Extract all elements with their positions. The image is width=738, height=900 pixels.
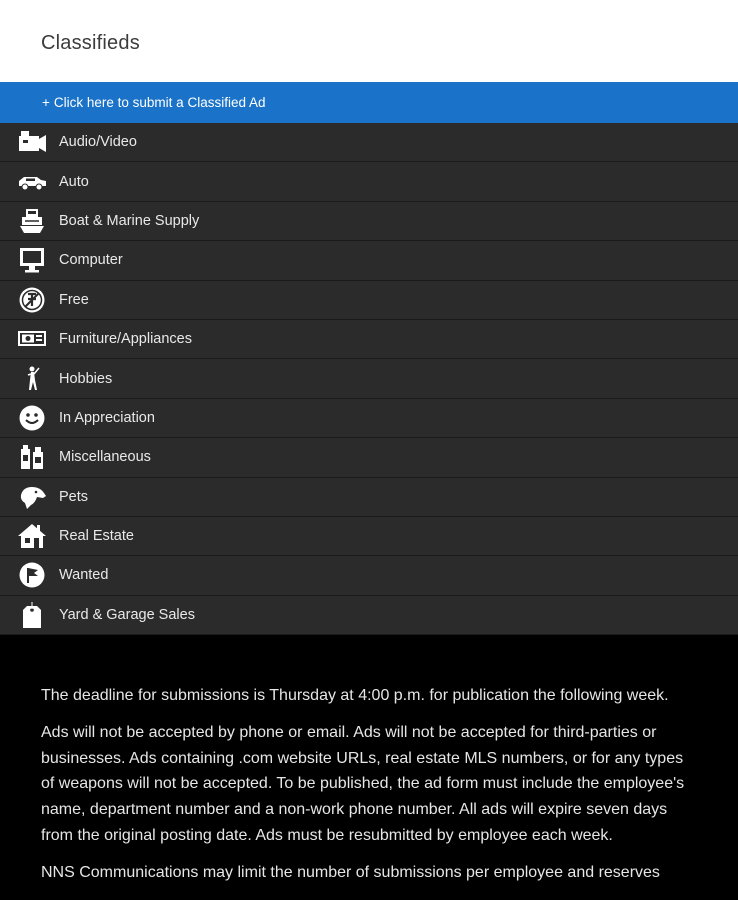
price-tag-icon xyxy=(16,600,48,630)
category-label: Hobbies xyxy=(59,370,113,387)
flag-icon xyxy=(16,560,48,590)
category-label: Audio/Video xyxy=(59,134,137,151)
car-icon xyxy=(16,167,48,197)
dog-icon xyxy=(16,482,48,512)
category-label: Free xyxy=(59,291,89,308)
submit-classified-ad-button[interactable] xyxy=(0,82,738,123)
page-title: Classifieds xyxy=(41,32,140,54)
category-label: Furniture/Appliances xyxy=(59,331,192,348)
category-item-furniture-appliances[interactable] xyxy=(0,320,738,359)
computer-monitor-icon xyxy=(16,245,48,275)
category-item-auto[interactable] xyxy=(0,162,738,201)
category-label: In Appreciation xyxy=(59,409,155,426)
category-label: Real Estate xyxy=(59,528,134,545)
category-label: Wanted xyxy=(59,567,109,584)
free-badge-icon xyxy=(16,285,48,315)
golfer-icon xyxy=(16,364,48,394)
category-label: Yard & Garage Sales xyxy=(59,606,195,623)
appliance-icon xyxy=(16,324,48,354)
category-item-free[interactable] xyxy=(0,281,738,320)
deadline-paragraph: The deadline for submissions is Thursday at 4:00 p.m. for publication the following week. xyxy=(41,687,669,705)
limits-paragraph: NNS Communications may limit the number of submissions per employee and reserves xyxy=(41,863,660,881)
house-icon xyxy=(16,521,48,551)
category-item-wanted[interactable] xyxy=(0,556,738,595)
rules-paragraph: Ads will not be accepted by phone or email. Ads will not be accepted for third-parties or businesses. Ads containing .com website URLs, real estate MLS numbers, or for any types of weapons will not be accepted. To be published, the ad form must include the employee's name, department number and a non-work phone number. All ads will expire seven days from the original posting date. Ads must be resubmitted by employee each week. xyxy=(41,723,685,845)
page-header xyxy=(0,0,738,82)
bottles-icon xyxy=(16,442,48,472)
plus-icon: + xyxy=(42,95,50,110)
category-item-hobbies[interactable] xyxy=(0,359,738,398)
category-label: Pets xyxy=(59,488,89,505)
category-item-pets[interactable] xyxy=(0,478,738,517)
category-item-real-estate[interactable] xyxy=(0,517,738,556)
category-label: Computer xyxy=(59,252,123,269)
category-label: Boat & Marine Supply xyxy=(59,212,200,229)
category-item-computer[interactable] xyxy=(0,241,738,280)
category-list xyxy=(0,123,738,635)
video-camera-icon xyxy=(16,127,48,157)
category-item-in-appreciation[interactable] xyxy=(0,399,738,438)
submit-classified-ad-label: Click here to submit a Classified Ad xyxy=(53,95,266,110)
category-label: Auto xyxy=(59,173,89,190)
category-item-boat-marine-supply[interactable] xyxy=(0,202,738,241)
category-item-yard-garage-sales[interactable] xyxy=(0,596,738,635)
category-item-audio-video[interactable] xyxy=(0,123,738,162)
submission-guidelines xyxy=(0,635,738,886)
category-label: Miscellaneous xyxy=(59,449,151,466)
smiley-face-icon xyxy=(16,403,48,433)
category-item-miscellaneous[interactable] xyxy=(0,438,738,477)
boat-icon xyxy=(16,206,48,236)
